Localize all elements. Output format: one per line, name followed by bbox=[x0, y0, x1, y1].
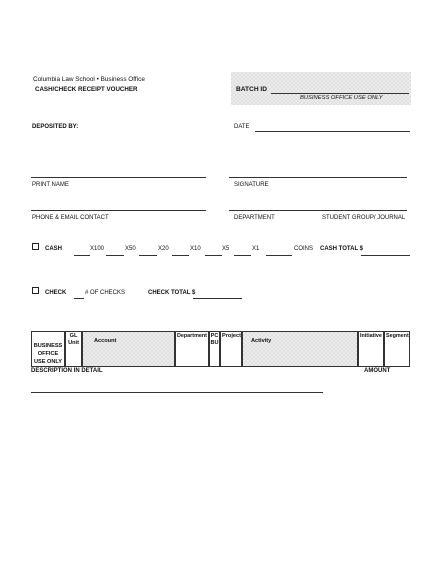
batch-id-label: BATCH ID bbox=[236, 86, 268, 93]
cash-total-label: CASH TOTAL $ bbox=[320, 246, 364, 252]
cash-x20-label: X20 bbox=[158, 246, 169, 252]
batch-id-input-line[interactable] bbox=[271, 93, 409, 94]
pc-bu-header: PC BU bbox=[210, 333, 219, 346]
phone-email-label: PHONE & EMAIL CONTACT bbox=[32, 215, 109, 221]
check-total-label: CHECK TOTAL $ bbox=[148, 290, 196, 296]
student-group-label: STUDENT GROUP/ JOURNAL bbox=[322, 215, 406, 221]
form-title: CASH/CHECK RECEIPT VOUCHER bbox=[35, 86, 138, 93]
phone-email-input-line[interactable] bbox=[31, 210, 206, 211]
department-header: Department bbox=[177, 333, 207, 339]
gl-unit-header: GL Unit bbox=[68, 333, 79, 346]
date-label: DATE bbox=[234, 124, 250, 130]
cash-x20-input-line[interactable] bbox=[139, 255, 157, 256]
deposited-by-label: DEPOSITED BY: bbox=[32, 124, 79, 130]
cash-x1-label: X1 bbox=[252, 246, 260, 252]
cash-x10-input-line[interactable] bbox=[172, 255, 189, 256]
project-header: Project bbox=[222, 333, 241, 339]
cash-x5-input-line[interactable] bbox=[205, 255, 222, 256]
check-total-input-line[interactable] bbox=[193, 298, 242, 299]
department-label: DEPARTMENT bbox=[234, 215, 275, 221]
cash-x50-input-line[interactable] bbox=[106, 255, 124, 256]
amount-label: AMOUNT bbox=[364, 368, 391, 374]
cash-x10-label: X10 bbox=[190, 246, 201, 252]
office-use-note: BUSINESS OFFICE USE ONLY bbox=[300, 95, 383, 101]
cash-x100-input-line[interactable] bbox=[74, 255, 90, 256]
description-input-line[interactable] bbox=[31, 392, 323, 393]
cash-checkbox[interactable] bbox=[32, 243, 39, 250]
cash-x100-label: X100 bbox=[90, 246, 105, 252]
cash-x5-label: X5 bbox=[222, 246, 230, 252]
check-label: CHECK bbox=[45, 290, 67, 296]
initiative-header: Initiative bbox=[360, 333, 382, 339]
segment-header: Segment bbox=[386, 333, 409, 339]
cash-x50-label: X50 bbox=[125, 246, 136, 252]
description-label: DESCRIPTION IN DETAIL bbox=[31, 368, 103, 374]
department-input-line[interactable] bbox=[229, 210, 407, 211]
coins-input-line[interactable] bbox=[266, 255, 292, 256]
date-input-line[interactable] bbox=[255, 131, 410, 132]
signature-label: SIGNATURE bbox=[234, 182, 269, 188]
check-count-input-line[interactable] bbox=[74, 298, 84, 299]
school-name: Columbia Law School • Business Office bbox=[33, 76, 145, 83]
activity-header: Activity bbox=[251, 338, 272, 344]
table-office-use-label: BUSINESS OFFICE USE ONLY bbox=[33, 343, 63, 365]
signature-input-line[interactable] bbox=[229, 177, 407, 178]
cash-x1-input-line[interactable] bbox=[234, 255, 251, 256]
coins-label: COINS bbox=[294, 246, 314, 252]
account-code-table bbox=[31, 331, 410, 367]
account-header: Account bbox=[94, 338, 117, 344]
check-checkbox[interactable] bbox=[32, 287, 39, 294]
print-name-label: PRINT NAME bbox=[32, 182, 69, 188]
cash-label: CASH bbox=[45, 246, 63, 252]
cash-total-input-line[interactable] bbox=[361, 255, 410, 256]
print-name-input-line[interactable] bbox=[31, 177, 206, 178]
check-count-label: # OF CHECKS bbox=[85, 290, 126, 296]
